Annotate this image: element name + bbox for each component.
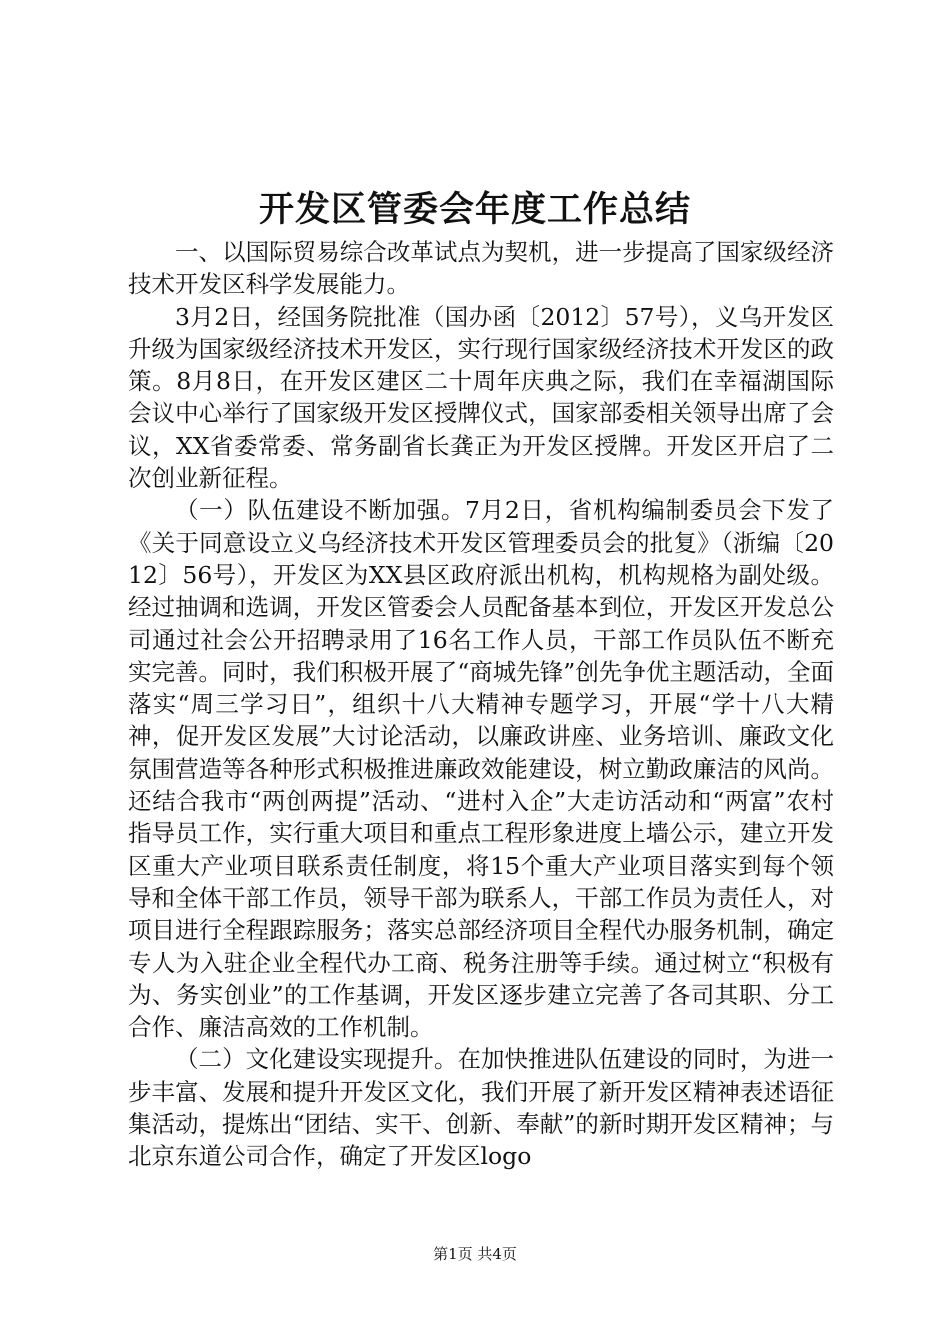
document-title: 开发区管委会年度工作总结 xyxy=(258,189,691,230)
page-indicator: 第1页 共4页 xyxy=(433,1245,517,1263)
paragraph-section-heading: 一、以国际贸易综合改革试点为契机，进一步提高了国家级经济技术开发区科学发展能力。 xyxy=(128,238,834,299)
page-footer xyxy=(0,1244,950,1264)
paragraph-upgrade-approval: 3月2日，经国务院批准（国办函〔2012〕57号），义乌开发区升级为国家级经济技术开发区，实行现行国家级经济技术开发区的政策。8月8日，在开发区建区二十周年庆典之际，我们在幸福湖国际会议中心举行了国家级开发区授牌仪式，国家部委相关领导出席了会议，XX省委常委、常务副省长龚正为开发区授牌。开发区开启了二次创业新征程。 xyxy=(128,302,834,493)
paragraph-culture-building: （二）文化建设实现提升。在加快推进队伍建设的同时，为进一步丰富、发展和提升开发区文化，我们开展了新开发区精神表述语征集活动，提炼出“团结、实干、创新、奉献”的新时期开发区精神；与北京东道公司合作，确定了开发区logo xyxy=(128,1045,834,1171)
document-body xyxy=(128,236,834,1173)
paragraph-team-building: （一）队伍建设不断加强。7月2日，省机构编制委员会下发了《关于同意设立义乌经济技术开发区管理委员会的批复》（浙编〔2012〕56号），开发区为XX县区政府派出机构，机构规格为副处级。经过抽调和选调，开发区管委会人员配备基本到位，开发区开发总公司通过社会公开招聘录用了16名工作人员，干部工作员队伍不断充实完善。同时，我们积极开展了“商城先锋”创先争优主题活动，全面落实“周三学习日”，组织十八大精神专题学习，开展“学十八大精神，促开发区发展”大讨论活动，以廉政讲座、业务培训、廉政文化氛围营造等各种形式积极推进廉政效能建设，树立勤政廉洁的风尚。还结合我市“两创两提”活动、“进村入企”大走访活动和“两富”农村指导员工作，实行重大项目和重点工程形象进度上墙公示，建立开发区重大产业项目联系责任制度，将15个重大产业项目落实到每个领导和全体干部工作员，领导干部为联系人，干部工作员为责任人，对项目进行全程跟踪服务；落实总部经济项目全程代办服务机制，确定专人为入驻企业全程代办工商、税务注册等手续。通过树立“积极有为、务实创业”的工作基调，开发区逐步建立完善了各司其职、分工合作、廉洁高效的工作机制。 xyxy=(128,496,834,1042)
